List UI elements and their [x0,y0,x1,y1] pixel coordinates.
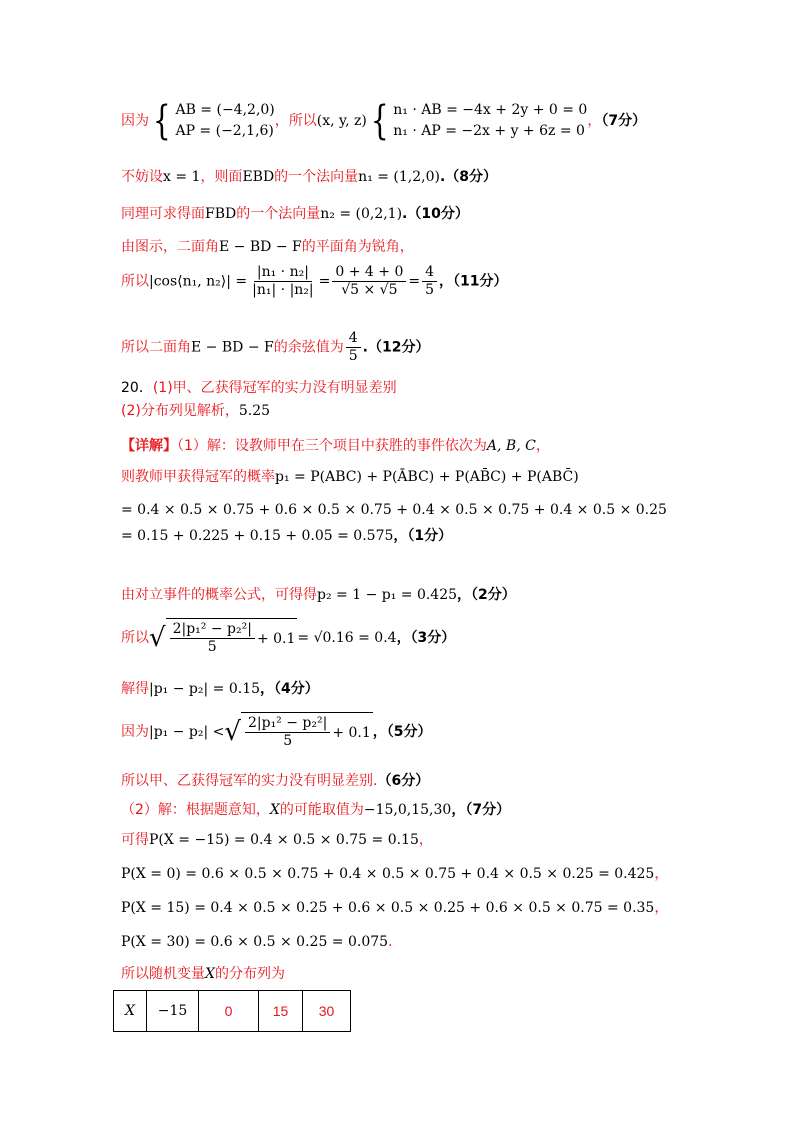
l11-m1: = 0.4 × 0.5 × 0.75 + 0.6 × 0.5 × 0.75 + 0.4 × 0.5 × 0.75 + 0.4 × 0.5 × 0.25 [121,502,667,518]
l1-comma: ， [587,113,602,129]
l9-b: ， [535,438,550,454]
line-3 [121,203,469,225]
l6-f-num: 4 [346,330,361,348]
l16-a: 因为 [121,724,149,740]
score-11: ，（11分） [439,273,508,290]
l18-b: 的可能取值为 [279,802,364,818]
sys2-row1: n₁ · AB = −4x + 2y + 0 = 0 [393,102,588,118]
score-2: ，（2分） [457,587,516,603]
l23-a: 所以随机变量 [121,966,205,982]
line-8 [121,400,270,422]
l5-f1-den: |n₁| · |n₂| [252,282,314,298]
l5-frac3 [422,264,437,299]
score-4: ，（4分） [260,681,319,697]
radical-icon: √ [149,623,166,653]
l15-m1: |p₁ − p₂| = 0.15 [149,681,261,697]
l1-xyz: (x, y, z) [316,113,367,129]
sys2-row2: n₁ · AP = −2x + y + 6z = 0 [393,123,585,139]
table-cell-15: 15 [259,991,303,1032]
l3-a: 同理可求得面 [121,206,205,222]
line-16 [121,712,432,752]
l19-a: 可得 [121,832,149,848]
brace-icon: { [370,98,389,144]
l18-a: （2）解：根据题意知， [121,802,270,818]
l14-rest: = √0.16 = 0.4 [297,630,397,646]
table-cell-30: 30 [303,991,351,1032]
l10-a: 则教师甲获得冠军的概率 [121,469,275,485]
line-17 [121,770,429,792]
l20-b: ， [654,866,669,882]
l19-b: ， [418,832,433,848]
l22-b: . [388,934,393,950]
l5-eq2: = [408,273,421,290]
sys1-row1: AB = (−4,2,0) [175,102,275,118]
score-5: ，（5分） [372,724,432,740]
l21-m1: P(X = 15) = 0.4 × 0.5 × 0.25 + 0.6 × 0.5 × 0.25 + 0.6 × 0.5 × 0.75 = 0.35 [121,900,655,916]
normal-system [367,100,588,142]
l1-prefix: 因为 [121,113,149,129]
l5-f1-num: |n₁ · n₂| [254,264,312,282]
l3-m2: n₂ = (0,2,1) [320,206,403,222]
brace-icon: { [152,98,171,144]
line-7 [121,377,397,399]
l22-m1: P(X = 30) = 0.6 × 0.5 × 0.25 = 0.075 [121,934,389,950]
l9-a: （1）解：设教师甲在三个项目中获胜的事件依次为 [177,438,487,454]
l2-m1: x = 1 [163,169,201,185]
l14-a: 所以 [121,630,149,646]
l12-m1: = 0.15 + 0.225 + 0.15 + 0.05 = 0.575 [121,528,394,544]
l5-frac1 [249,264,316,299]
l10-m1: p₁ = P(ABC) + P(ĀBC) + P(AB̄C) + P(ABC̄) [275,469,579,485]
l2-m3: n₁ = (1,2,0) [358,169,440,185]
l2-a: 不妨设 [121,169,163,185]
question-number: 20． [121,380,153,396]
table-cell-x: X [114,991,147,1032]
l5-eq1: = [318,273,331,290]
l6-m1: E − BD − F [191,339,274,356]
l5-a: 所以 [121,273,149,290]
score-10: .（10分） [402,206,469,222]
l5-f2-num: 0 + 4 + 0 [332,264,406,282]
l6-b: 的余弦值为 [273,339,344,356]
vector-system [149,100,275,142]
l16-plus: + 0.1 [332,724,371,741]
l1-mid: ，所以 [274,113,317,129]
line-22 [121,931,393,953]
l16-den: 5 [283,733,293,749]
l20-m1: P(X = 0) = 0.6 × 0.5 × 0.75 + 0.4 × 0.5 × 0.75 + 0.4 × 0.5 × 0.25 = 0.425 [121,866,655,882]
l3-m1: FBD [205,206,237,222]
distribution-table [113,990,351,1032]
l5-f3-den: 5 [425,282,435,298]
l4-a: 由图示，二面角 [121,239,219,255]
l21-b: ， [654,900,669,916]
line-20 [121,863,668,885]
answer-2: (2)分布列见解析， [121,403,239,419]
table-cell-0: 0 [199,991,259,1032]
l2-m2: EBD [242,169,275,185]
table-cell-neg15: −15 [147,991,199,1032]
l14-plus: + 0.1 [256,630,296,647]
l6-frac [346,330,361,365]
answer-2-value: 5.25 [238,403,271,419]
l5-frac2 [332,264,406,299]
line-23 [121,963,285,985]
l16-num: 2|p₁² − p₂²| [245,715,330,733]
l2-c: 的一个法向量 [274,169,359,185]
line-10 [121,466,579,488]
line-9 [121,435,550,457]
line-11 [121,499,667,521]
line-2 [121,166,497,188]
line-19 [121,829,433,851]
l5-m1: |cos⟨n₁, n₂⟩| = [149,273,248,290]
detail-tag: 【详解】 [121,438,177,454]
l5-f3-num: 4 [422,264,437,282]
line-4 [121,236,414,258]
l17-text: 所以甲、乙获得冠军的实力没有明显差别. [121,773,378,789]
l15-a: 解得 [121,681,149,697]
score-3: ，（3分） [396,630,456,646]
score-7: （7分） [601,113,647,129]
score-1: ，（1分） [393,528,453,544]
table-row [114,991,351,1032]
l9-m1: A, B, C [486,438,536,454]
l14-den: 5 [207,639,217,655]
line-21 [121,897,668,919]
line-18 [121,799,510,821]
l6-f-den: 5 [348,348,358,364]
l16-sqrt [224,712,372,752]
l23-m1: X [205,966,215,982]
l14-sqrt [149,618,297,658]
l18-m1: X [269,802,280,818]
l3-b: 的一个法向量 [236,206,321,222]
l16-m1: |p₁ − p₂| < [149,724,225,740]
line-15 [121,678,319,700]
radical-icon: √ [224,717,241,747]
score-12: .（12分） [362,339,430,356]
l6-a: 所以二面角 [121,339,191,356]
score-8: .（8分） [439,169,498,185]
l2-b: ，则面 [200,169,243,185]
l14-num: 2|p₁² − p₂²| [170,621,255,639]
l13-a: 由对立事件的概率公式，可得得 [121,587,317,603]
l4-m1: E − BD − F [219,239,302,255]
line-13 [121,584,516,606]
score-7b: ，（7分） [451,802,511,818]
l18-m2: −15,0,15,30 [363,802,452,818]
l19-m1: P(X = −15) = 0.4 × 0.5 × 0.75 = 0.15 [149,832,419,848]
sys1-row2: AP = (−2,1,6) [175,123,274,139]
line-12 [121,525,452,547]
score-6: （6分） [377,773,430,789]
l4-b: 的平面角为锐角， [301,239,414,255]
answer-1: (1)甲、乙获得冠军的实力没有明显差别 [152,380,397,396]
l5-f2-den: √5 × √5 [341,282,398,298]
l13-m1: p₂ = 1 − p₁ = 0.425 [317,587,458,603]
line-5 [121,264,508,299]
line-1 [121,100,646,142]
line-6 [121,330,429,365]
line-14 [121,618,455,658]
l23-b: 的分布列为 [214,966,285,982]
